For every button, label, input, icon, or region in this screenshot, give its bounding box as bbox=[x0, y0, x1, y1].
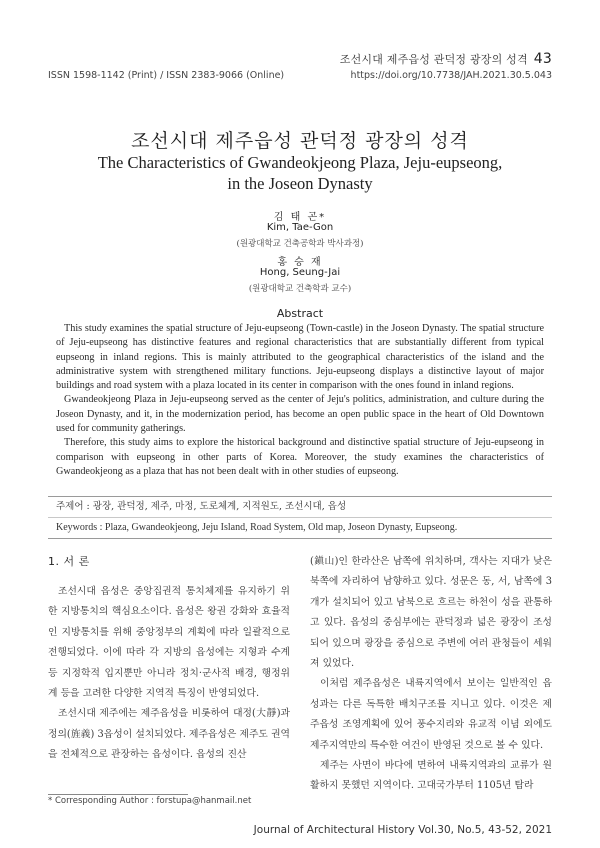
doi-link[interactable]: https://doi.org/10.7738/JAH.2021.30.5.043 bbox=[350, 70, 552, 81]
keywords-box bbox=[48, 496, 552, 539]
page-number: 43 bbox=[533, 51, 552, 67]
issn-line: ISSN 1598-1142 (Print) / ISSN 2383-9066 (Online) bbox=[48, 70, 285, 81]
abstract-body bbox=[56, 322, 544, 479]
keywords-korean: 주제어 : 광장, 관덕정, 제주, 마정, 도로체계, 지적원도, 조선시대, 읍성 bbox=[56, 501, 347, 512]
title-english-line1: The Characteristics of Gwandeokjeong Plaza, Jeju-eupseong, bbox=[97, 153, 503, 172]
journal-info: Journal of Architectural History Vol.30, No.5, 43-52, 2021 bbox=[253, 824, 552, 836]
body-paragraph: 제주는 사면이 바다에 면하여 내륙지역과의 교류가 원활하지 못했던 지역이다. 고대국가부터 1105년 탐라 bbox=[310, 760, 552, 792]
body-paragraph: 조선시대 읍성은 중앙집권적 통치체제를 유지하기 위한 지방통치의 핵심요소이다. 읍성은 왕권 강화와 효율적인 지방통치를 위해 중앙정부의 계획에 따라 일괄적으로 전행되었다. 이에 따라 각 지방의 읍성에는 지형과 수계 등 지정학적 입지뿐만 아니라 정치·군사적 배경, 행정위계 등을 고려한 다양한 지역적 특징이 반영되었다. bbox=[48, 586, 290, 700]
footnote: * Corresponding Author : forstupa@hanmail.net bbox=[48, 796, 252, 806]
right-column bbox=[310, 552, 552, 797]
title-english-line2: in the Joseon Dynasty bbox=[227, 174, 373, 193]
author-2-name-ko: 홍 승 재 bbox=[277, 257, 323, 268]
author-2-name-en: Hong, Seung-Jai bbox=[259, 267, 341, 278]
author-1-name-ko: 김 태 곤* bbox=[273, 212, 327, 223]
title-english bbox=[0, 152, 600, 194]
title-korean: 조선시대 제주읍성 관덕정 광장의 성격 bbox=[131, 130, 469, 152]
body-paragraph: (鎭山)인 한라산은 남쪽에 위치하며, 객사는 지대가 낮은 북쪽에 자리하여 남향하고 있다. 성문은 동, 서, 남쪽에 3개가 설치되어 있고 남북으로 흐르는 하천이 성을 관통하고 있다. 읍성의 중심부에는 관덕정과 넓은 광장이 조성되어 있으며 광장을 중심으로 주변에 여러 관청들이 세워져 있었다. bbox=[310, 556, 552, 670]
abstract-paragraph: Therefore, this study aims to explore the historical background and distinctive spatial structure of Jeju-eupseong in comparison with eupseong in other parts of Korea. Moreover, the study examines the characteristics of Gwandeokjeong as a plaza that has not been dealt with in other studies of eupseong. bbox=[56, 437, 544, 477]
footnote-divider bbox=[48, 794, 188, 795]
author-2-affiliation: (원광대학교 건축학과 교수) bbox=[248, 284, 352, 294]
left-column bbox=[48, 572, 290, 766]
author-1-affiliation: (원광대학교 건축공학과 박사과정) bbox=[236, 239, 364, 249]
abstract-paragraph: This study examines the spatial structure of Jeju-eupseong (Town-castle) in the Joseon Dynasty. The spatial structure of Jeju-eupseong has distinctive features and regional characteristics that are substantially different from typical eupseong in inland regions. This is mainly attributed to the geographical characteristics of the island and the administrative system with strengthened military functions. Jeju-eupseong displays a distinctive layout of major buildings and road system with a plaza located in its center in comparison with the ones found in inland regions. bbox=[56, 323, 544, 392]
abstract-paragraph: Gwandeokjeong Plaza in Jeju-eupseong served as the center of Jeju's politics, administration, and culture during the Joseon Dynasty, and it, in the modernization period, has become an open public space in the heart of Old Downtown used for community gatherings. bbox=[56, 394, 544, 435]
running-title: 조선시대 제주읍성 관덕정 광장의 성격 bbox=[339, 53, 528, 66]
keywords-english: Keywords : Plaza, Gwandeokjeong, Jeju Island, Road System, Old map, Joseon Dynasty, Eupseong. bbox=[48, 517, 552, 538]
author-1-name-en: Kim, Tae-Gon bbox=[266, 222, 334, 233]
body-paragraph: 조선시대 제주에는 제주읍성을 비롯하여 대정(大靜)과 정의(旌義) 3읍성이 설치되었다. 제주읍성은 제주도 권역을 전체적으로 관장하는 읍성이다. 읍성의 진산 bbox=[48, 708, 290, 761]
body-paragraph: 이처럼 제주읍성은 내륙지역에서 보이는 일반적인 읍성과는 다른 독특한 배치구조를 지니고 있다. 이것은 제주읍성 조영계획에 있어 풍수지리와 유교적 이념 외에도 제주지역만의 특수한 여건이 반영된 것으로 볼 수 있다. bbox=[310, 678, 552, 751]
section-heading: 1. 서 론 bbox=[48, 555, 90, 568]
running-header bbox=[340, 51, 552, 67]
abstract-heading: Abstract bbox=[276, 307, 324, 320]
